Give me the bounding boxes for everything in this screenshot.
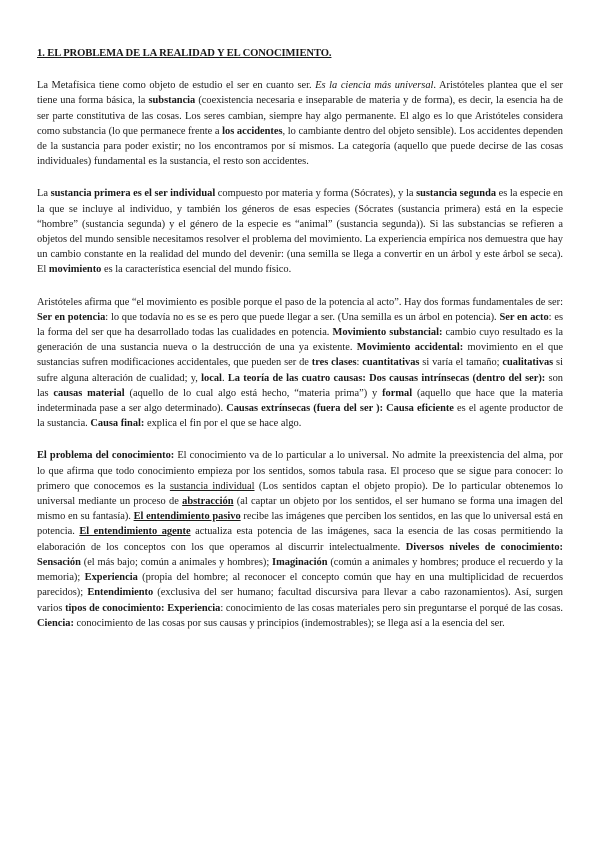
bold-term: Imaginación (272, 556, 328, 568)
bold-term: Diversos niveles de conocimiento: (405, 541, 563, 553)
text-run: es la especie en la que se incluye al individuo, y también los géneros de esas especies (Sócrates (sustancia primera) está en la especie “hombre” (sustancia segunda) y el género de la especie es “animal” (sustancia segunda)). Si las substancias se refieren a objetos del mundo sensible necesitamos resolver el problema del movimiento. La experiencia empírica nos demuestra que hay un cambio constante en la realidad del mundo del devenir: (una semilla se llega a convertir en un árbol y este árbol se seca). El (37, 188, 563, 276)
bold-term: substancia (148, 95, 196, 107)
text-run: , lo cambiante dentro del objeto sensible). Los accidentes dependen de la sustancia para poder existir; no los encontramos por sí mismos. La categoría (aquello que puede decirse de las cosas individuales) fundamental es la sustancia, el resto son accidentes. (37, 125, 563, 168)
bold-term: Ser en acto (499, 311, 549, 323)
section-title: 1. EL PROBLEMA DE LA REALIDAD Y EL CONOCIMIENTO. (37, 48, 332, 59)
text-run: Aristóteles afirma que “el movimiento es posible porque el paso de la potencia al acto”. Hay dos formas fundamentales de ser: (37, 296, 563, 308)
text-run: movimiento en el que sustancias sufren modificaciones accidentales, que pueden ser de (37, 342, 564, 369)
bold-term: Causa final: (90, 418, 145, 430)
bold-term: cualitativas (502, 357, 554, 369)
text-run: si varía el tamaño; (419, 357, 503, 369)
bold-term: Movimiento substancial: (332, 327, 443, 339)
text-run: . (221, 372, 228, 384)
text-run: : lo que todavía no es se es pero que puede llegar a ser. (Una semilla es un árbol en potencia). (105, 311, 500, 323)
bold-term: formal (382, 387, 413, 399)
text-run: (aquello de lo cual algo está hecho, “materia prima”) y (124, 387, 383, 399)
bold-term: El problema del conocimiento: (37, 450, 175, 462)
bold-term: Ciencia: (37, 617, 74, 629)
text-run: si sufre alguna alteración de cualidad; y, (37, 357, 563, 384)
bold-term: sustancia segunda (416, 188, 497, 200)
bold-term: tres clases (311, 357, 357, 369)
paragraph-sustancia-primera (37, 186, 563, 277)
text-run: : es la forma del ser que ha desarrollado todas las cualidades en potencia. (37, 311, 563, 339)
text-run: explica el fin por el que se hace algo. (144, 418, 302, 430)
text-run: (exclusiva del ser humano; facultad discursiva para llevar a cabo razonamientos). Así, surgen varios (37, 587, 564, 614)
text-run: La (37, 188, 51, 200)
bold-term: tipos de conocimiento: Experiencia (65, 602, 221, 614)
bold-term: Ser en potencia (37, 311, 106, 323)
underlined-term: sustancia individual (169, 480, 255, 492)
bold-term: local (201, 372, 222, 384)
bold-term: causas material (53, 387, 125, 399)
text-run: cambio cuyo resultado es la generación de una sustancia nueva o la destrucción de una ya existente. (37, 327, 563, 354)
text-run: (Los sentidos captan el objeto propio). De lo particular obtenemos lo universal mediante un proceso de (37, 480, 564, 508)
text-run: es la característica esencial del mundo físico. (101, 264, 292, 276)
bold-term: cuantitativas (362, 357, 420, 369)
bold-term: Entendimiento (87, 587, 154, 599)
bold-term: abstracción (182, 496, 234, 508)
bold-term: Movimiento accidental: (356, 342, 464, 354)
text-run: actualiza esta potencia de las imágenes, saca la esencia de las cosas permitiendo la elaboración de los conceptos con los que operamos al discurrir intelectualmente. (37, 526, 563, 553)
text-run: (propia del hombre; al reconocer el concepto común que hay en una multiplicidad de recuerdos parecidos); (37, 572, 563, 599)
text-run: es el agente productor de la sustancia. (37, 403, 563, 430)
text-run: El conocimiento va de lo particular a lo universal. No admite la preexistencia del alma, por lo que afirma que todo conocimiento empieza por los sentidos, somos tabula rasa. El proceso que se sigue para conocer: lo primero que conocemos es la (37, 450, 563, 492)
text-run: : conocimiento de las cosas materiales pero sin preguntarse el porqué de las cosas. (220, 602, 563, 614)
text-run: . Aristóteles plantea que el ser tiene una forma básica, la (37, 80, 563, 107)
paragraph-movimiento (37, 295, 563, 432)
text-run: (aquello que hace que la materia indeterminada pase a ser algo determinado). (37, 387, 563, 415)
bold-term: La teoría de las cuatro causas: Dos causas intrínsecas (dentro del ser): (227, 372, 546, 384)
text-run: (al captar un objeto por los sentidos, el ser humano se forma una imagen del mismo en su fantasía). (37, 496, 563, 523)
text-run: (común a animales y hombres; produce el recuerdo y la memoria); (37, 556, 564, 584)
text-run: compuesto por materia y forma (Sócrates), y la (215, 188, 417, 200)
text-run: (el más bajo; común a animales y hombres); (80, 556, 273, 568)
italic-phrase: Es la ciencia más universal (315, 80, 434, 92)
text-run: (coexistencia necesaria e inseparable de materia y de forma), es decir, la esencia ha de ser parte constitutiva de las cosas. Los seres cambian, siempre hay algo permanente. El algo es lo que Aristóteles considera como substancia (lo que permanece frente a (37, 95, 563, 137)
text-run: : (356, 357, 363, 369)
bold-term: El entendimiento pasivo (133, 511, 241, 523)
bold-term: Experiencia (84, 572, 138, 584)
bold-term: sustancia primera es el ser individual (50, 188, 216, 200)
text-run: recibe las imágenes que perciben los sentidos, en las que lo universal está en potencia. (37, 511, 564, 538)
paragraph-conocimiento (37, 448, 563, 630)
bold-term: movimiento (48, 264, 102, 276)
paragraph-sustancia (37, 78, 563, 169)
bold-term: Sensación (37, 556, 81, 568)
document-body (37, 46, 563, 631)
text-run: La Metafísica tiene como objeto de estudio el ser en cuanto ser. (37, 80, 316, 92)
text-run: conocimiento de las cosas por sus causas y principios (indemostrables); se llega así a la esencia del ser. (73, 617, 505, 629)
bold-term: Causas extrínsecas (fuera del ser ): Causa eficiente (226, 403, 454, 415)
bold-term: El entendimiento agente (79, 526, 191, 538)
bold-term: los accidentes (222, 125, 283, 137)
text-run: son las (37, 372, 563, 399)
